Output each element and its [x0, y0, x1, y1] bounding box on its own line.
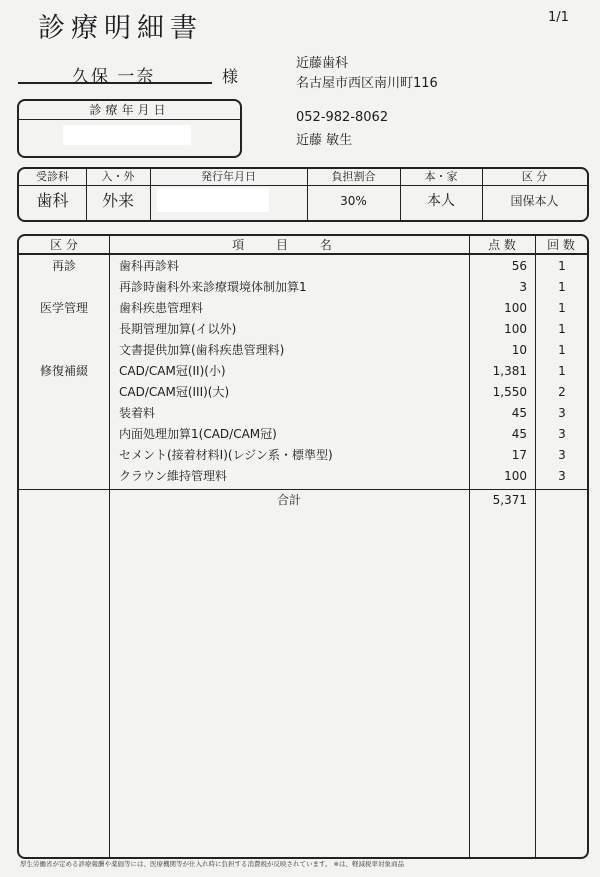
total-row: [19, 490, 587, 511]
row-points: 10: [511, 343, 527, 357]
row-category: 医学管理: [39, 301, 88, 315]
value-category: 国保本人: [510, 194, 559, 208]
col-item: 項 目 名: [232, 238, 346, 252]
table-row: [19, 277, 587, 298]
table-row: [19, 340, 587, 361]
clinic-doctor: 近藤 敏生: [296, 133, 353, 148]
row-count: 1: [558, 322, 566, 336]
row-points: 3: [519, 280, 527, 294]
treatment-date-label: 診療年月日: [19, 101, 240, 120]
col-category: 区 分: [50, 238, 78, 252]
col-count: 回 数: [547, 238, 575, 252]
total-label: 合計: [277, 493, 302, 507]
row-count: 1: [558, 259, 566, 273]
table-row: [19, 424, 587, 445]
row-item: 装着料: [119, 406, 156, 420]
row-count: 1: [558, 301, 566, 315]
row-points: 17: [511, 448, 527, 462]
table-row: [19, 256, 587, 277]
row-points: 100: [504, 469, 527, 483]
row-item: クラウン維持管理料: [119, 469, 228, 483]
clinic-address: 名古屋市西区南川町116: [296, 76, 438, 91]
table-row: [19, 361, 587, 382]
header-insured-type: 本・家: [424, 170, 458, 183]
clinic-phone: 052-982-8062: [296, 110, 389, 125]
table-row: [19, 445, 587, 466]
row-item: CAD/CAM冠(II)(小): [119, 364, 226, 378]
footer-note: 厚生労働省が定める診療報酬や薬価等には、医療機関等が仕入れ時に負担する消費税が反映されています。 ※は、軽減税率対象商品: [20, 860, 404, 868]
row-count: 1: [558, 343, 566, 357]
row-item: 長期管理加算(イ以外): [119, 322, 237, 336]
col-points: 点 数: [488, 238, 516, 252]
table-row: [19, 298, 587, 319]
patient-name: 久保 一奈: [72, 67, 156, 87]
row-item: 歯科疾患管理料: [119, 301, 204, 315]
row-item: 再診時歯科外来診療環境体制加算1: [119, 280, 307, 294]
row-points: 1,381: [492, 364, 527, 378]
row-count: 2: [558, 385, 566, 399]
value-inpatient-outpatient: 外来: [101, 191, 134, 210]
row-item: 文書提供加算(歯科疾患管理料): [119, 343, 285, 357]
row-category: 再診: [51, 259, 76, 273]
row-count: 1: [558, 364, 566, 378]
header-copay-ratio: 負担割合: [331, 170, 376, 183]
visit-info-table: [17, 167, 589, 222]
value-department: 歯科: [36, 191, 69, 210]
header-issue-date: 発行年月日: [201, 170, 256, 183]
table-row: [19, 319, 587, 340]
row-item: 歯科再診料: [119, 259, 180, 273]
row-count: 3: [558, 427, 566, 441]
row-item: CAD/CAM冠(III)(大): [119, 385, 230, 399]
clinic-name: 近藤歯科: [296, 56, 349, 71]
page-number: 1/1: [548, 10, 569, 25]
value-insured-type: 本人: [427, 193, 455, 209]
document-title: 診療明細書: [38, 13, 203, 44]
table-row: [19, 382, 587, 403]
redacted-issue-date: [157, 188, 269, 212]
row-item: 内面処理加算1(CAD/CAM冠): [119, 427, 277, 441]
row-count: 1: [558, 280, 566, 294]
header-inpatient-outpatient: 入・外: [101, 170, 135, 183]
row-count: 3: [558, 469, 566, 483]
row-points: 56: [511, 259, 527, 273]
header-category: 区 分: [521, 170, 548, 183]
table-row: [19, 466, 587, 487]
redacted-date: [63, 125, 191, 145]
row-count: 3: [558, 406, 566, 420]
itemized-table: [17, 234, 589, 859]
row-points: 100: [504, 301, 527, 315]
row-points: 100: [504, 322, 527, 336]
table-row: [19, 403, 587, 424]
row-category: 修復補綴: [39, 364, 88, 378]
header-department: 受診科: [36, 170, 69, 183]
table-header-line: [19, 253, 587, 255]
total-points: 5,371: [492, 493, 527, 507]
patient-honorific: 様: [222, 67, 239, 86]
row-points: 1,550: [492, 385, 527, 399]
treatment-date-box: [17, 99, 242, 158]
row-item: セメント(接着材料I)(レジン系・標準型): [119, 448, 333, 462]
row-points: 45: [511, 427, 527, 441]
value-copay-ratio: 30%: [340, 194, 367, 208]
row-points: 45: [511, 406, 527, 420]
row-count: 3: [558, 448, 566, 462]
